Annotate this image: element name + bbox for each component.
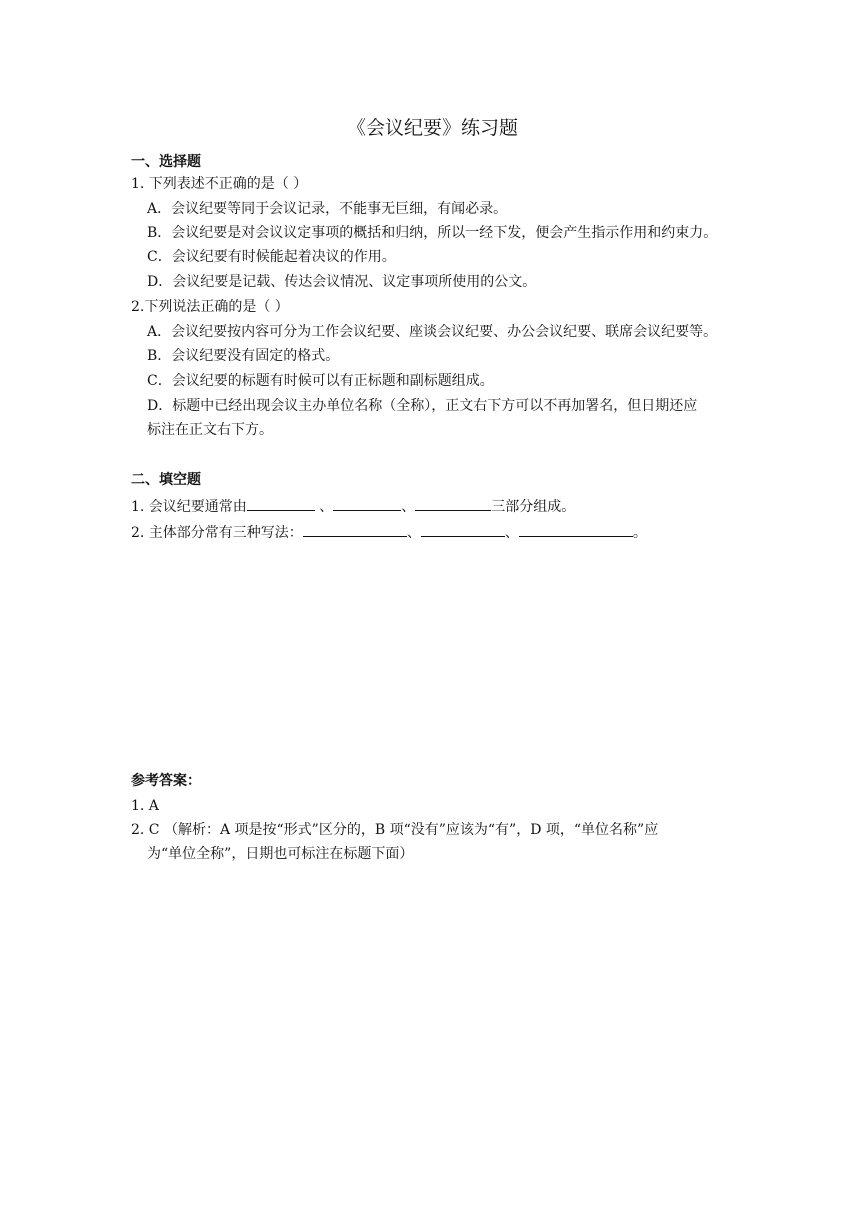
fill-question-2-prefix: 2. 主体部分常有三种写法： (131, 525, 303, 541)
document-title: 《会议纪要》练习题 (346, 117, 518, 139)
question-1-option-a: A．会议纪要等同于会议记录，不能事无巨细，有闻必录。 (147, 201, 508, 217)
question-1-option-c: C．会议纪要有时候能起着决议的作用。 (147, 249, 396, 265)
answer-2-line-2: 为“单位全称”，日期也可标注在标题下面） (147, 846, 414, 862)
answers-heading: 参考答案： (131, 773, 201, 789)
question-2-option-c: C．会议纪要的标题有时候可以有正标题和副标题组成。 (147, 373, 494, 389)
section-heading-fill-blank: 二、填空题 (131, 472, 201, 488)
question-1-option-b: B．会议纪要是对会议议定事项的概括和归纳，所以一经下发，便会产生指示作用和约束力。 (147, 225, 718, 241)
section-heading-choice: 一、选择题 (131, 154, 201, 170)
question-2-option-d-continued: 标注在正文右下方。 (147, 422, 273, 438)
answer-2-line-1: 2. C （解析：A 项是按“形式”区分的，B 项“没有”应该为“有”，D 项，“单位名称”应 (131, 822, 659, 838)
answer-1: 1. A (131, 798, 159, 814)
question-1-stem: 1. 下列表述不正确的是（ ） (131, 176, 308, 192)
fill-question-2-suffix: 。 (632, 525, 647, 541)
fill-question-1-sep1: 、 (314, 499, 334, 515)
fill-question-2-sep2: 、 (504, 525, 519, 541)
fill-blank-1-1[interactable] (247, 496, 315, 511)
question-1-option-d: D．会议纪要是记载、传达会议情况、议定事项所使用的公文。 (147, 274, 537, 290)
fill-blank-1-2[interactable] (333, 496, 401, 511)
fill-question-1 (131, 496, 575, 516)
fill-question-1-prefix: 1. 会议纪要通常由 (131, 499, 247, 515)
fill-blank-2-2[interactable] (421, 522, 505, 537)
question-2-option-b: B．会议纪要没有固定的格式。 (147, 348, 340, 364)
question-2-option-d: D．标题中已经出现会议主办单位名称（全称），正文右下方可以不再加署名，但日期还应 (147, 398, 698, 414)
fill-blank-2-1[interactable] (303, 522, 407, 537)
fill-blank-2-3[interactable] (519, 522, 633, 537)
question-2-stem: 2.下列说法正确的是（ ） (131, 299, 289, 315)
fill-blank-1-3[interactable] (415, 496, 491, 511)
question-2-option-a: A．会议纪要按内容可分为工作会议纪要、座谈会议纪要、办公会议纪要、联席会议纪要等。 (147, 324, 718, 340)
fill-question-2-sep1: 、 (406, 525, 421, 541)
fill-question-1-sep2: 、 (401, 499, 416, 515)
fill-question-2 (131, 522, 647, 542)
fill-question-1-suffix: 三部分组成。 (491, 499, 576, 515)
